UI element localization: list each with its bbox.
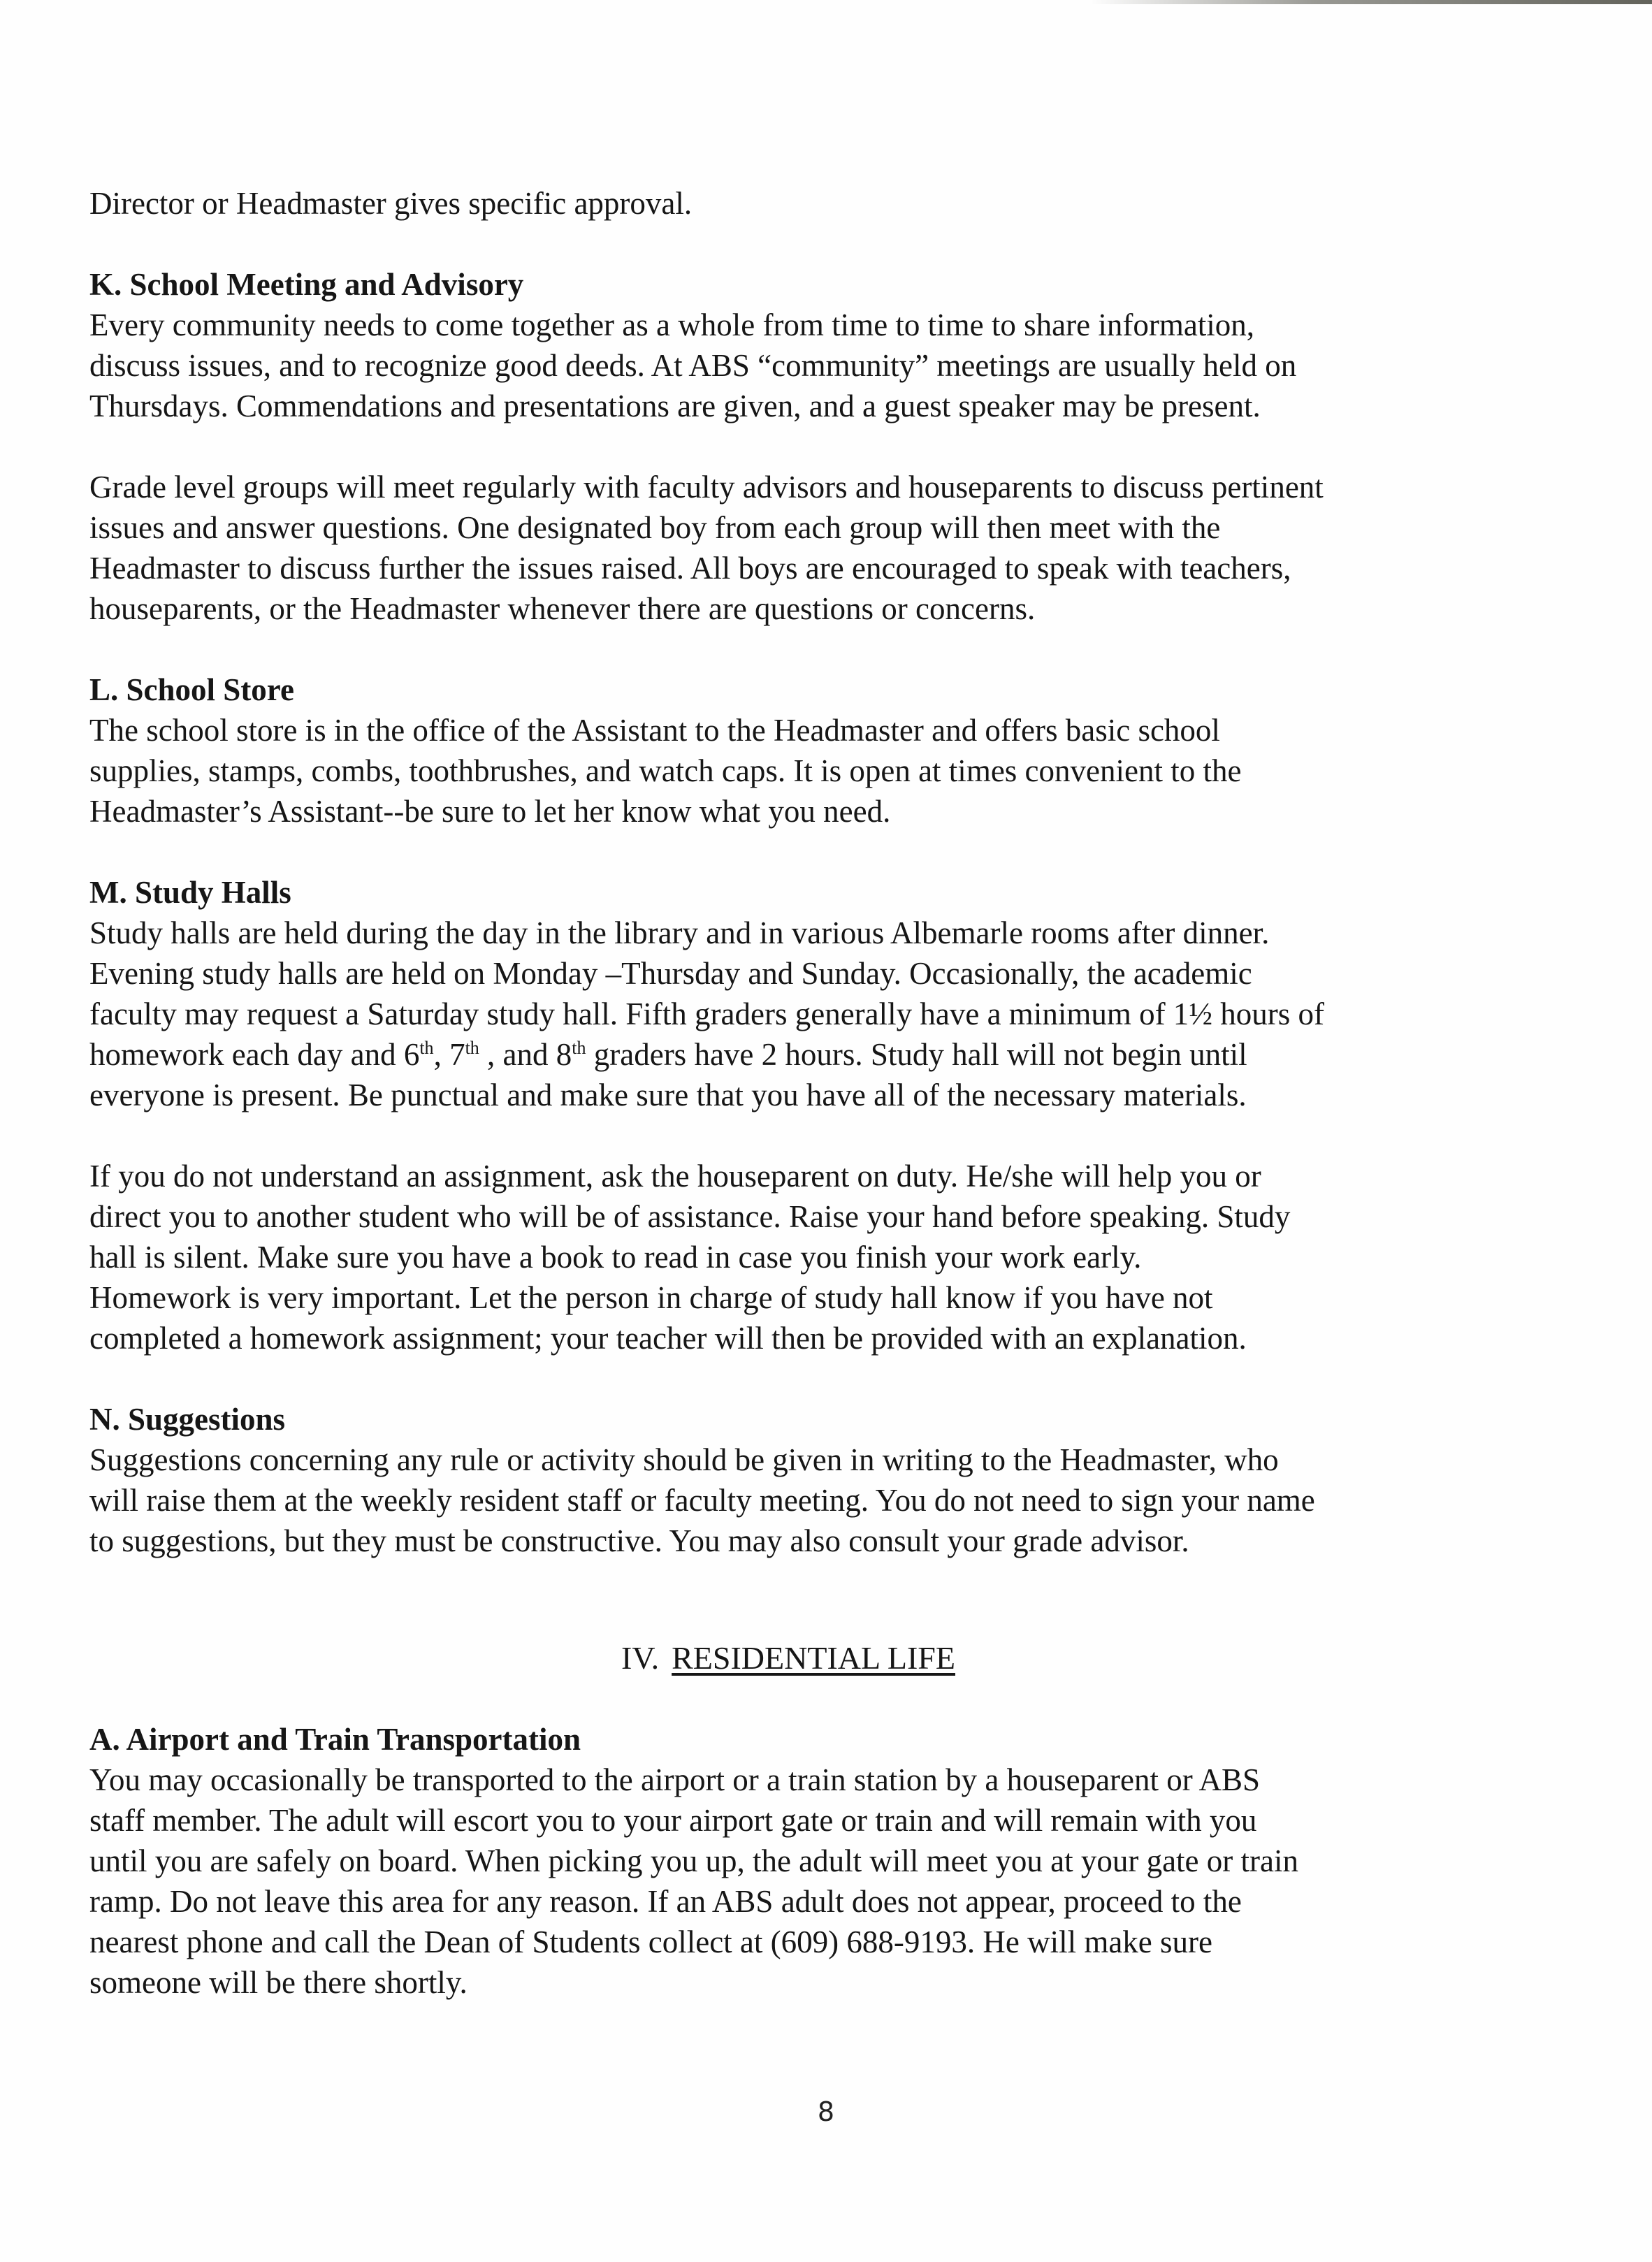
continuation-text: Director or Headmaster gives specific approval. [89,186,693,221]
page-number: 8 [817,2096,835,2127]
m-sup-2: th [465,1038,479,1058]
scan-edge-shadow [1090,0,1652,4]
page-content [89,183,1459,2003]
part-iv-title [89,1638,1459,1679]
section-k-heading: K. School Meeting and Advisory [89,267,524,302]
section-a-heading: A. Airport and Train Transportation [89,1722,581,1757]
m-p1-after: graders have 2 hours. Study hall will not begin until everyone is present. Be punctual and make sure that you have all of the necessary materials. [89,1037,1247,1112]
part-iv-number: IV. [621,1640,660,1676]
m-sup-3: th [572,1038,586,1058]
section-k-paragraph-2: Grade level groups will meet regularly with faculty advisors and houseparents to discuss pertinent issues and answer questions. One designated boy from each group will then meet with the Headmaster to discuss further the issues raised. All boys are encouraged to speak with teachers, houseparents, or the Headmaster whenever there are questions or concerns. [89,470,1324,626]
section-m-paragraph-2: If you do not understand an assignment, ask the houseparent on duty. He/she will help you or direct you to another student who will be of assistance. Raise your hand before speaking. Study hall is silent. Make sure you have a book to read in case you finish your work early. Homework is very important. Let the person in charge of study hall know if you have not completed a homework assignment; your teacher will then be provided with an explanation. [89,1159,1291,1356]
section-n-heading: N. Suggestions [89,1402,286,1437]
section-k-paragraph-1: Every community needs to come together as a whole from time to time to share information, discuss issues, and to recognize good deeds. At ABS “community” meetings are usually held on Thursdays. Commendations and presentations are given, and a guest speaker may be present. [89,307,1297,423]
m-p1-before: Study halls are held during the day in the library and in various Albemarle rooms after dinner. Evening study halls are held on Monday –Thursday and Sunday. Occasionally, the academic faculty may request a Saturday study hall. Fifth graders generally have a minimum of 1½ hours of homework each day and 6 [89,915,1325,1072]
m-p1-mid1: , 7 [433,1037,465,1072]
section-l-heading: L. School Store [89,672,294,707]
section-a-paragraph-1: You may occasionally be transported to the airport or a train station by a houseparent or ABS staff member. The adult will escort you to your airport gate or train and will remain with you until you are safely on board. When picking you up, the adult will meet you at your gate or train ramp. Do not leave this area for any reason. If an ABS adult does not appear, proceed to the nearest phone and call the Dean of Students collect at (609) 688-9193. He will make sure someone will be there shortly. [89,1762,1298,2000]
section-n-paragraph-1: Suggestions concerning any rule or activity should be given in writing to the Headmaster, who will raise them at the weekly resident staff or faculty meeting. You do not need to sign your name to suggestions, but they must be constructive. You may also consult your grade advisor. [89,1442,1315,1558]
section-l-paragraph-1: The school store is in the office of the Assistant to the Headmaster and offers basic school supplies, stamps, combs, toothbrushes, and watch caps. It is open at times convenient to the Headmaster’s Assistant--be sure to let her know what you need. [89,713,1242,829]
section-m-paragraph-1 [89,913,1459,1115]
m-sup-1: th [419,1038,434,1058]
part-iv-title-text: RESIDENTIAL LIFE [672,1640,955,1676]
section-m-heading: M. Study Halls [89,875,291,910]
m-p1-mid2: , and 8 [479,1037,572,1072]
